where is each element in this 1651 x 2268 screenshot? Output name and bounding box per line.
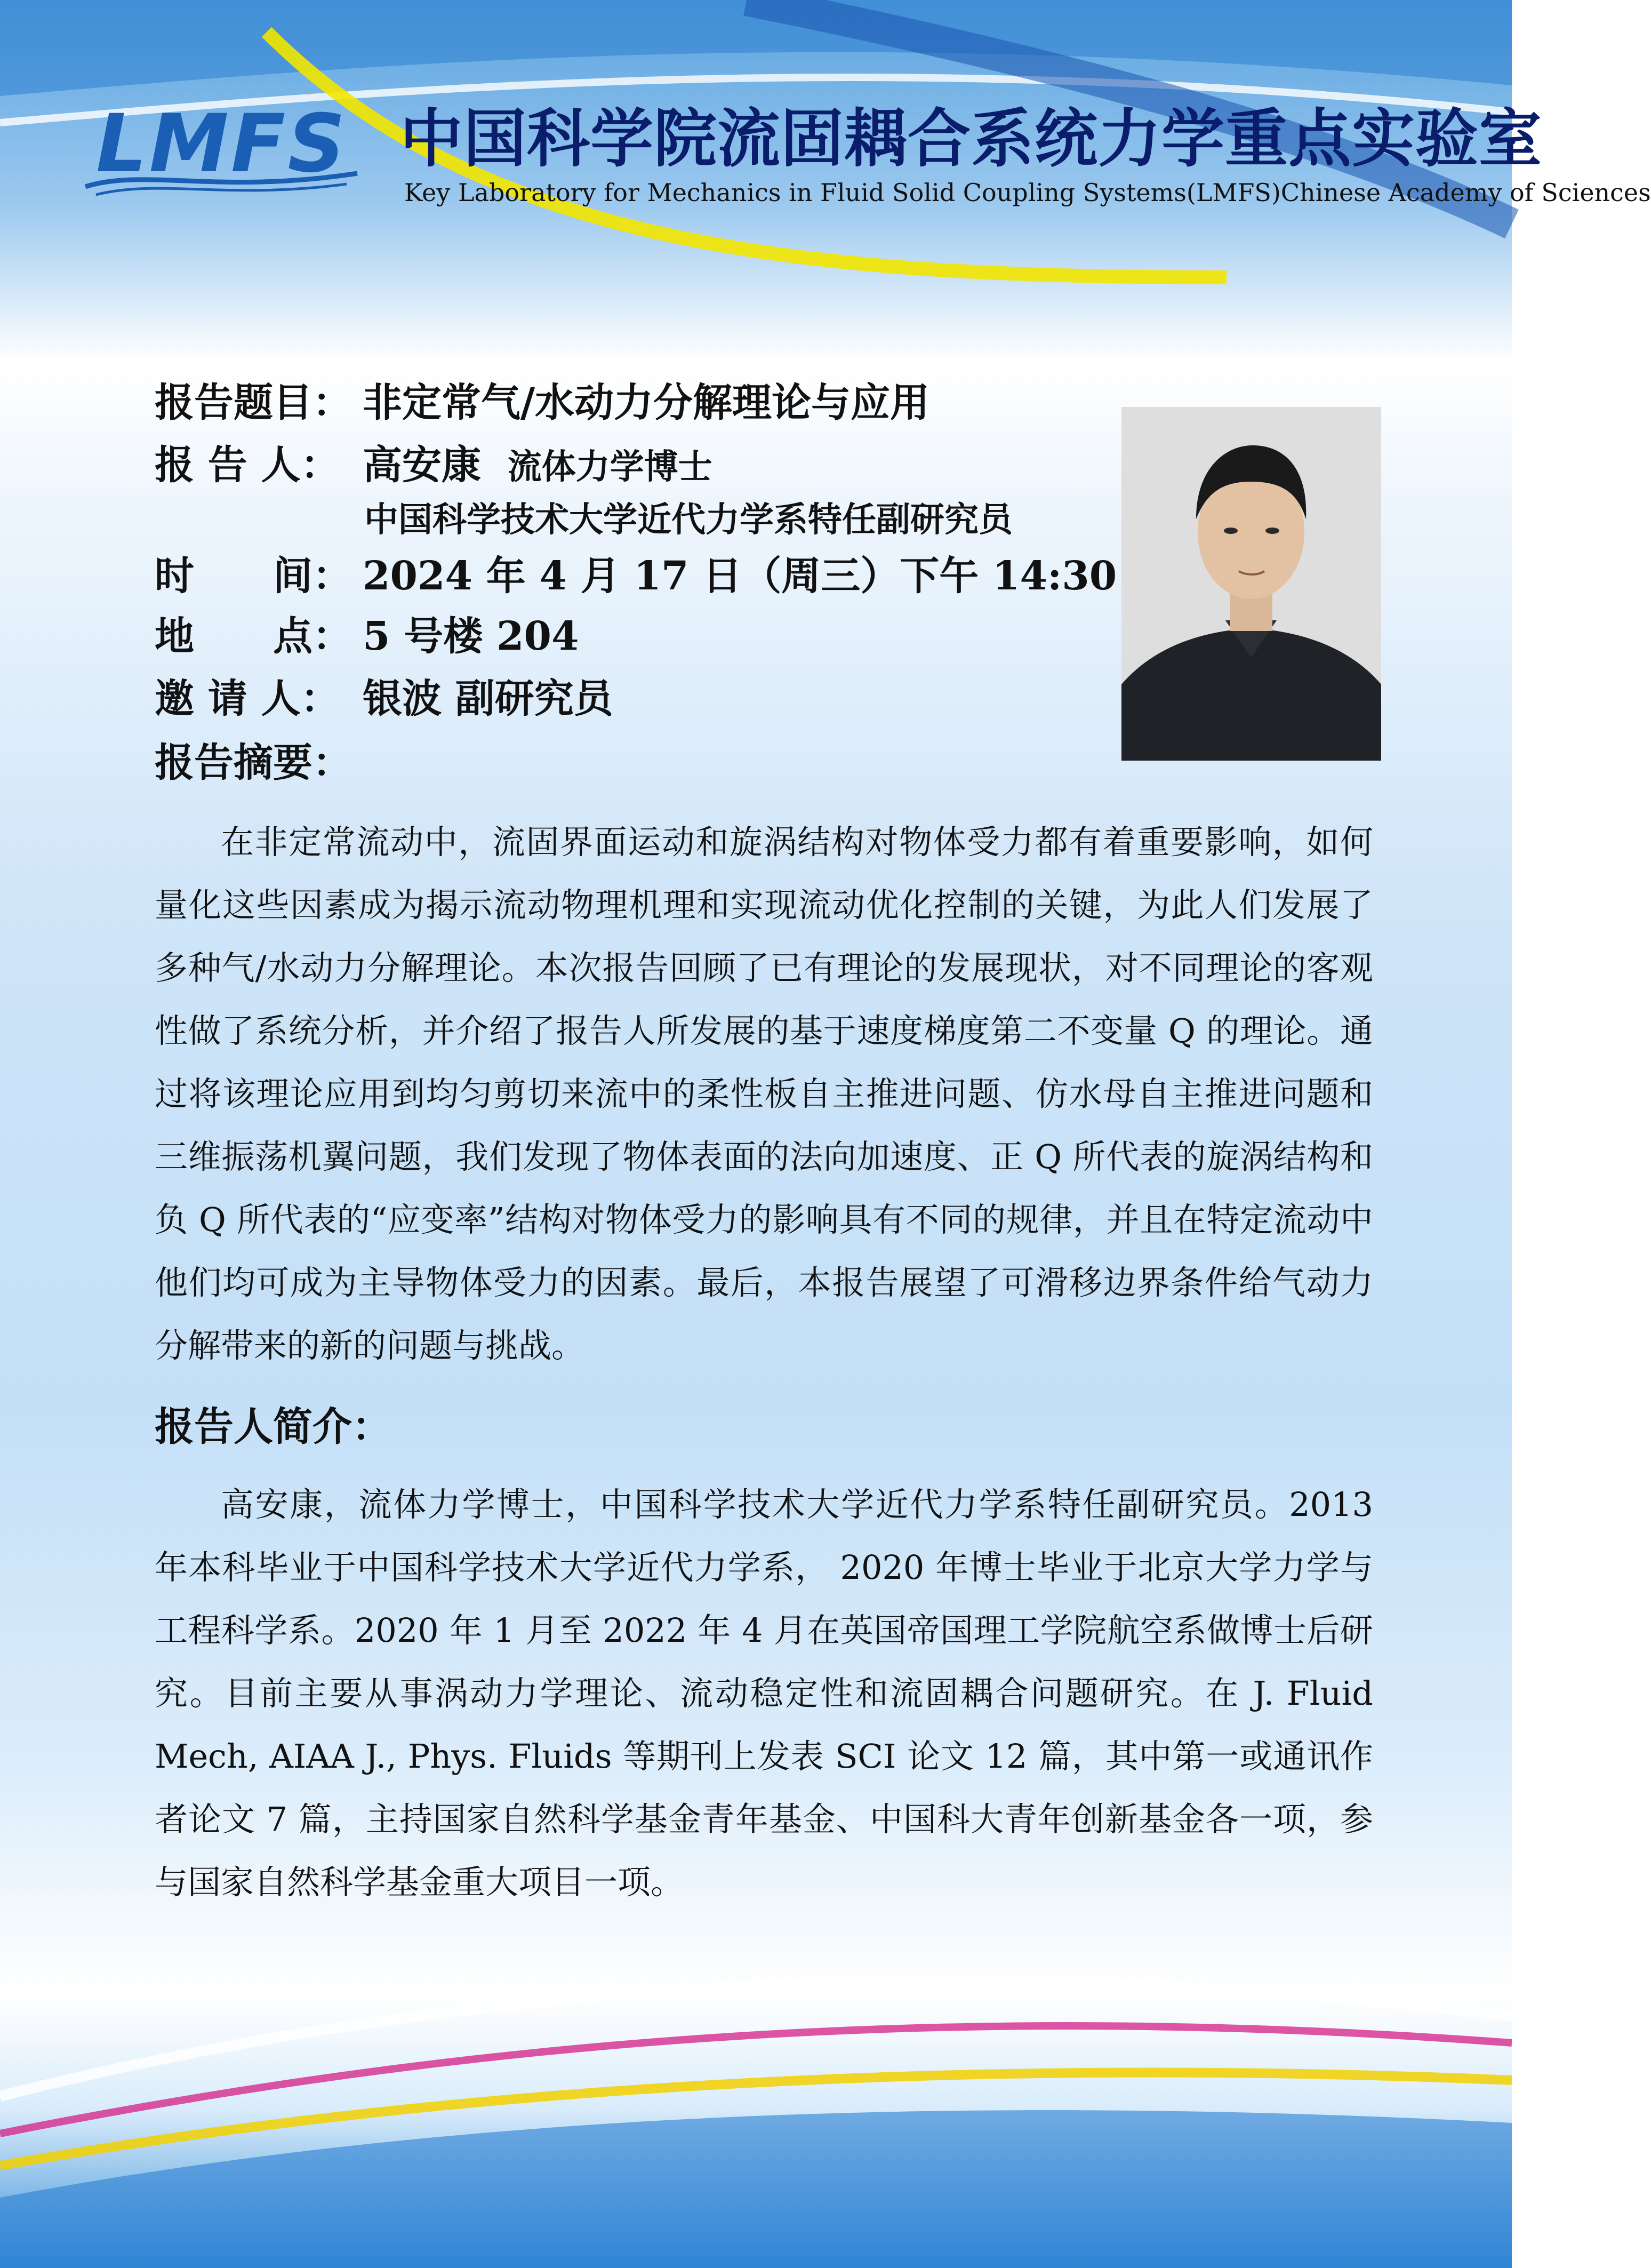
place-label: 地 点： xyxy=(155,613,352,659)
time-label: 时 间： xyxy=(155,553,352,599)
speaker-photo xyxy=(1121,407,1381,761)
speaker-row xyxy=(155,441,712,491)
bio-text: 高安康，流体力学博士，中国科学技术大学近代力学系特任副研究员。2013 年本科毕业于中国科学技术大学近代力学系， 2020 年博士毕业于北京大学力学与工程科学系。2020 年 1 月至 2022 年 4 月在英国帝国理工学院航空系做博士后研究。目前主要从事涡动力学理论、流动稳定性和流固耦合问题研究。在 J. Fluid Mech, AIAA J., Phys. Fluids 等期刊上发表 SCI 论文 12 篇，其中第一或通讯作者论文 7 篇，主持国家自然科学基金青年基金、中国科大青年创新基金各一项，参与国家自然科学基金重大项目一项。 xyxy=(155,1485,1373,1902)
logo-text: LMFS xyxy=(96,98,348,190)
speaker-title: 流体力学博士 xyxy=(507,447,712,487)
inviter-label: 邀 请 人： xyxy=(155,676,340,722)
time-row xyxy=(155,552,1117,600)
abstract-heading: 报告摘要： xyxy=(155,740,352,786)
topic-row xyxy=(155,379,929,427)
place-value: 5 号楼 204 xyxy=(363,613,579,659)
topic-value: 非定常气/水动力分解理论与应用 xyxy=(363,380,930,426)
speaker-label: 报 告 人： xyxy=(155,442,340,488)
topic-label: 报告题目： xyxy=(155,380,352,426)
speaker-affiliation: 中国科学技术大学近代力学系特任副研究员 xyxy=(364,500,1013,540)
speaker-name: 高安康 xyxy=(363,442,481,488)
time-value: 2024 年 4 月 17 日（周三）下午 14:30 xyxy=(363,553,1117,599)
bio-heading: 报告人简介： xyxy=(155,1404,391,1450)
logo-wave-icon xyxy=(80,165,363,197)
lab-title-chinese: 中国科学院流固耦合系统力学重点实验室 xyxy=(400,102,1543,175)
abstract-text: 在非定常流动中，流固界面运动和旋涡结构对物体受力都有着重要影响，如何量化这些因素成为揭示流动物理机理和实现流动优化控制的关键，为此人们发展了多种气/水动力分解理论。本次报告回顾了已有理论的发展现状，对不同理论的客观性做了系统分析，并介绍了报告人所发展的基于速度梯度第二不变量 Q 的理论。通过将该理论应用到均匀剪切来流中的柔性板自主推进问题、仿水母自主推进问题和三维振荡机翼问题，我们发现了物体表面的法向加速度、正 Q 所代表的旋涡结构和负 Q 所代表的“应变率”结构对物体受力的影响具有不同的规律，并且在特定流动中他们均可成为主导物体受力的因素。最后，本报告展望了可滑移边界条件给气动力分解带来的新的问题与挑战。 xyxy=(155,822,1373,1365)
place-row xyxy=(155,612,579,660)
inviter-value: 银波 副研究员 xyxy=(363,676,613,722)
lmfs-logo xyxy=(80,96,363,197)
inviter-row xyxy=(155,675,613,723)
lab-title-english: Key Laboratory for Mechanics in Fluid Solid Coupling Systems(LMFS)Chinese Academy of Sciences xyxy=(404,178,1651,207)
